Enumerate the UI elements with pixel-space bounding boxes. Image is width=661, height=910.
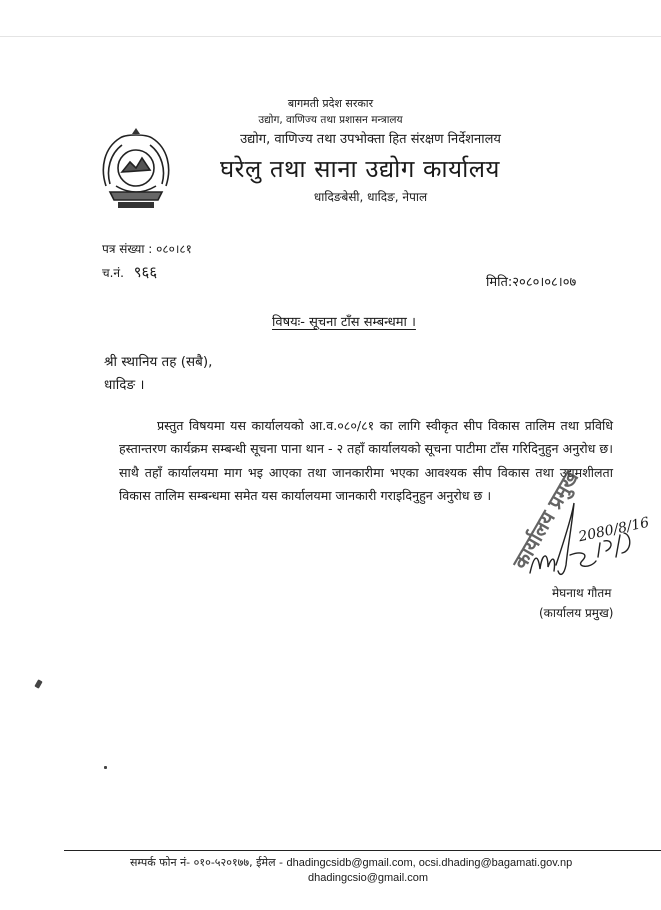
dispatch-number-value: ९६६ (133, 263, 158, 281)
dispatch-number (102, 262, 157, 282)
letter-number (102, 240, 192, 257)
letter-subject: विषयः- सूचना टाँस सम्बन्धमा । (272, 315, 416, 330)
government-name: बागमती प्रदेश सरकार (287, 97, 374, 110)
contact-emails: dhadingcsidb@gmail.com, ocsi.dhading@bagamati.gov.np (286, 857, 573, 869)
letter-number-value: ०८०।८१ (156, 242, 192, 256)
directorate-name: उद्योग, वाणिज्य तथा उपभोक्ता हित संरक्षण निर्देशनालय (240, 132, 501, 147)
scan-speck (104, 766, 107, 769)
contact-email-extra: dhadingcsio@gmail.com (308, 872, 429, 884)
letter-body: प्रस्तुत विषयमा यस कार्यालयको आ.व.०८०/८१ का लागि स्वीकृत सीप विकास तालिम तथा प्रविधि हस्तान्तरण कार्यक्रम सम्बन्धी सूचना पाना थान - २ तहाँ कार्यालयको सूचना पाटीमा टाँस गरिदिनुहुन अनुरोध छ। साथै तहाँ कार्यालयमा माग भइ आएका तथा जानकारीमा भएका आवश्यक सीप विकास तथा उद्यमशीलता विकास तालिम सम्बन्धमा समेत यस कार्यालयमा जानकारी गराइदिनुहुन अनुरोध छ । (119, 418, 613, 504)
ministry-name: उद्योग, वाणिज्य तथा प्रशासन मन्त्रालय (258, 114, 403, 126)
footer-contact (130, 855, 572, 870)
contact-phone: ०१०-५२०१७७, (193, 856, 253, 869)
dispatch-number-label: च.नं. (102, 266, 124, 280)
letter-number-label: पत्र संख्या : (102, 242, 153, 256)
office-address: धादिङबेसी, धादिङ, नेपाल (313, 190, 428, 204)
office-stamp: कार्यालय प्रमुख (507, 466, 584, 573)
email-label: ईमेल - (256, 856, 284, 869)
top-scan-line (0, 36, 661, 37)
signatory-name: मेघनाथ गौतम (552, 586, 612, 600)
signatory-title: (कार्यालय प्रमुख) (539, 606, 614, 620)
handwritten-date: 2080/8/16 (577, 514, 651, 546)
addressee-line-1: श्री स्थानिय तह (सबै), (104, 354, 213, 370)
scan-speck (34, 679, 42, 688)
addressee-line-2: धादिङ । (104, 377, 145, 393)
footer-rule (64, 850, 661, 851)
office-name: घरेलु तथा साना उद्योग कार्यालय (220, 155, 500, 183)
letter-date: मिति:२०८०।०८।०७ (486, 275, 577, 290)
contact-label: सम्पर्क फोन नं- (130, 856, 191, 869)
